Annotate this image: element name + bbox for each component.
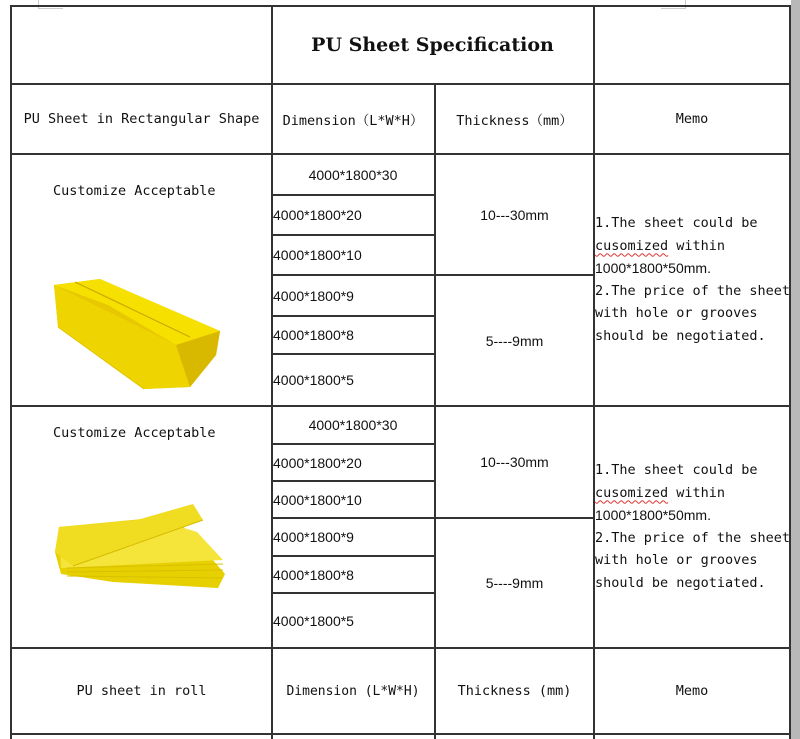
roll-header-thickness: Thickness (mm) (457, 683, 572, 699)
dimension-cell: 4000*1800*10 (273, 247, 362, 263)
thickness-cell: 5----9mm (485, 575, 544, 591)
header-product: PU Sheet in Rectangular Shape (23, 111, 260, 127)
dimension-cell: 4000*1800*9 (273, 287, 354, 304)
dimension-cell: 4000*1800*20 (273, 207, 362, 223)
dimension-cell: 4000*1800*8 (273, 566, 354, 583)
roll-header-product: PU sheet in roll (76, 683, 207, 699)
roll-header-dimension: Dimension (L*W*H) (286, 683, 420, 699)
page-title: PU Sheet Specification (311, 34, 554, 56)
dimension-cell: 4000*1800*5 (273, 612, 354, 629)
dimension-cell: 4000*1800*30 (308, 166, 398, 183)
memo-text: 1.The sheet could be cusomized within 1000*1800*50mm. 2.The price of the sheet with hole or grooves should be negotiated. (595, 462, 791, 591)
yellow-pu-thin-sheets-image (53, 502, 225, 592)
thickness-cell: 10---30mm (480, 206, 549, 223)
header-thickness: Thickness（mm） (456, 113, 573, 129)
dimension-cell: 4000*1800*9 (273, 529, 354, 545)
thickness-cell: 5----9mm (485, 332, 544, 349)
misspelled-word: cusomized (595, 237, 669, 254)
memo-text: 1.The sheet could be cusomized within 1000*1800*50mm. 2.The price of the sheet with hole or grooves should be negotiated. (595, 215, 791, 344)
thickness-cell: 10---30mm (480, 454, 549, 470)
yellow-pu-sheet-stack-image (50, 275, 220, 390)
group-label: Customize Acceptable (53, 183, 216, 199)
dimension-cell: 4000*1800*8 (273, 327, 354, 343)
roll-header-memo: Memo (675, 683, 709, 699)
header-memo: Memo (675, 111, 709, 127)
dimension-cell: 4000*1800*20 (273, 454, 362, 471)
dimension-cell: 4000*1800*5 (273, 372, 354, 388)
header-dimension: Dimension（L*W*H） (282, 113, 424, 129)
dimension-cell: 4000*1800*10 (273, 491, 362, 508)
group-label: Customize Acceptable (53, 425, 216, 441)
misspelled-word: cusomized (595, 484, 669, 501)
dimension-cell: 4000*1800*30 (308, 417, 398, 433)
scrollbar[interactable] (791, 0, 800, 739)
